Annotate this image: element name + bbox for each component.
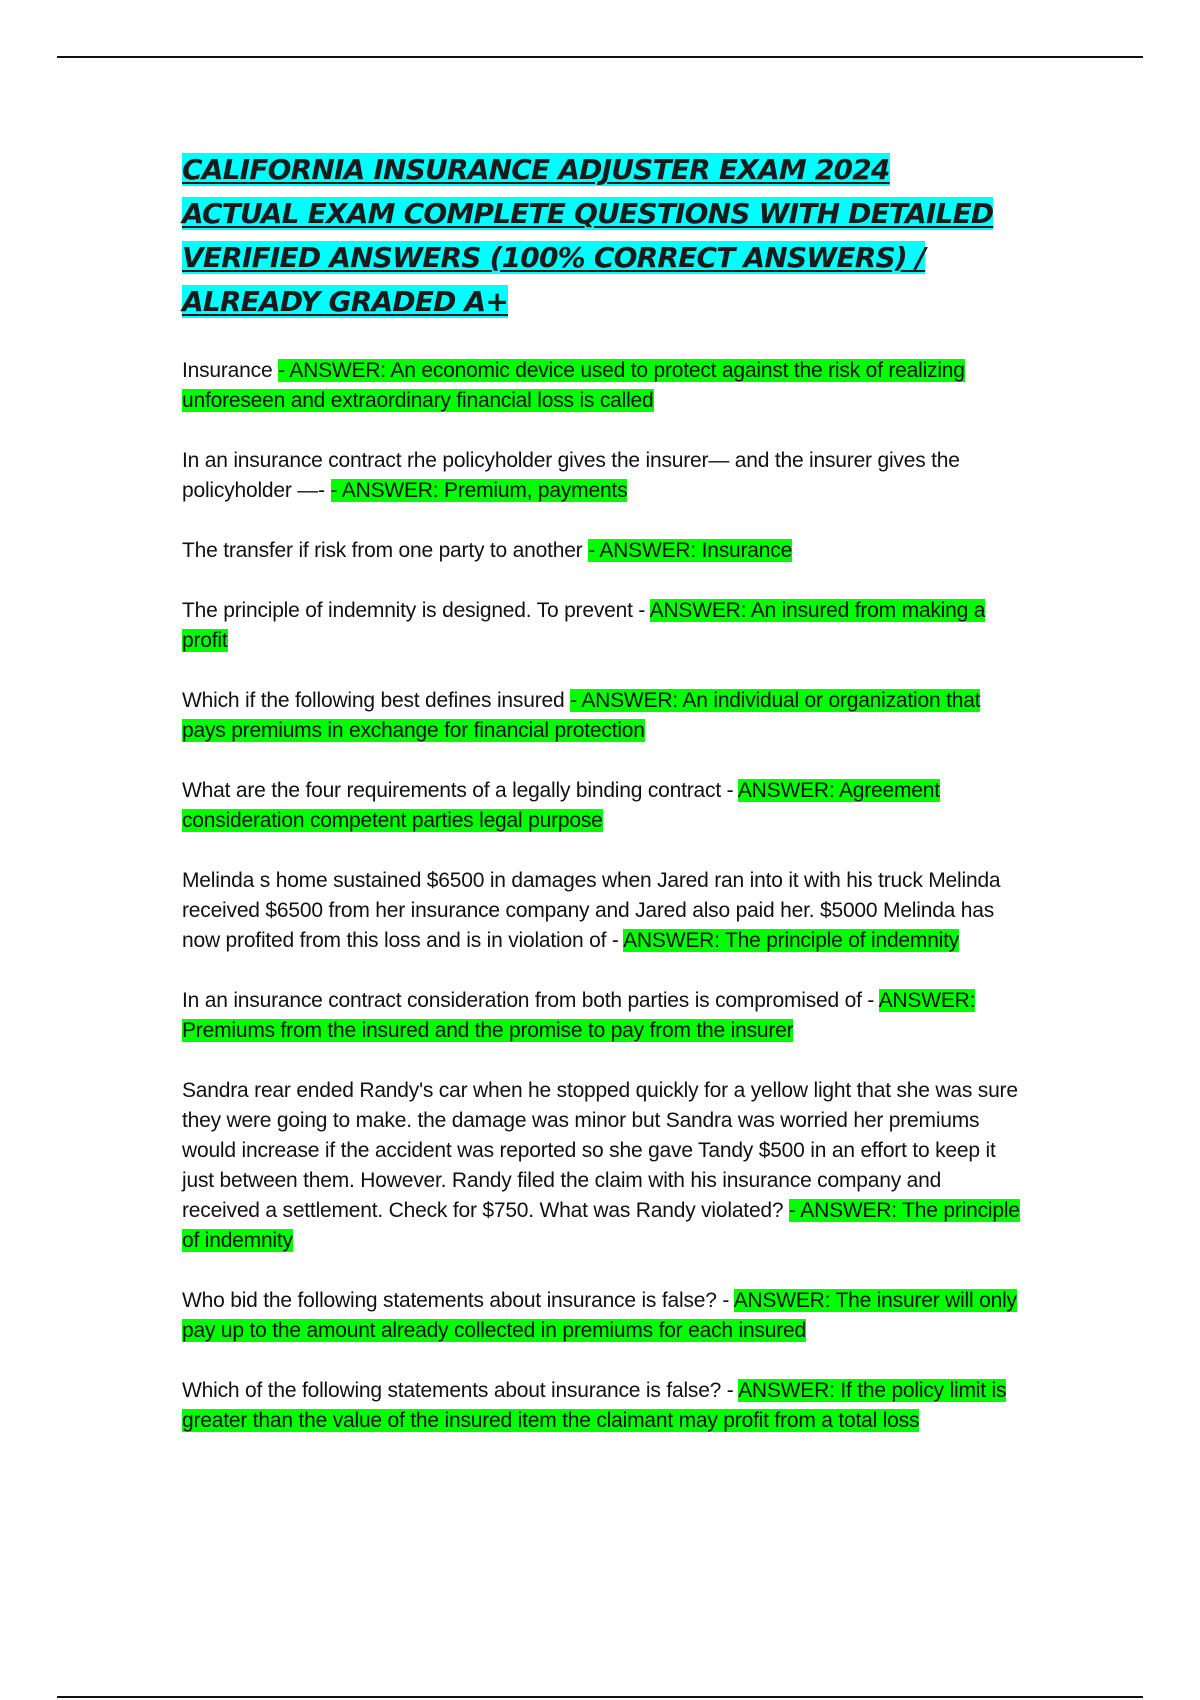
- question-text: Melinda s home sustained $6500 in damages when Jared ran into it with his truck Melinda received $6500 from her insurance company and Jared also paid her. $5000 Melinda has now profited from this loss and is in violation of -: [182, 869, 1001, 952]
- answer-text: ANSWER: The principle of indemnity: [623, 929, 960, 952]
- qa-item: [182, 1376, 1022, 1436]
- qa-item: [182, 446, 1022, 506]
- answer-text: ANSWER: Agreement consideration competent parties legal purpose: [182, 779, 940, 832]
- answer-text: ANSWER: The insurer will only pay up to the amount already collected in premiums for each insured: [182, 1289, 1017, 1342]
- question-text: In an insurance contract consideration from both parties is compromised of -: [182, 989, 879, 1012]
- answer-text: ANSWER: An insured from making a profit: [182, 599, 986, 652]
- question-text: What are the four requirements of a legally binding contract -: [182, 779, 738, 802]
- qa-item: [182, 536, 1022, 566]
- qa-item: [182, 1076, 1022, 1256]
- qa-item: [182, 776, 1022, 836]
- qa-item: [182, 866, 1022, 956]
- answer-text: - ANSWER: Premium, payments: [330, 479, 628, 502]
- question-text: In an insurance contract rhe policyholder gives the insurer— and the insurer gives the policyholder —-: [182, 449, 960, 502]
- question-text: Sandra rear ended Randy's car when he stopped quickly for a yellow light that she was sure they were going to make. the damage was minor but Sandra was worried her premiums would increase if the accident was reported so she gave Tandy $500 in an effort to keep it just between them. However. Randy filed the claim with his insurance company and received a settlement. Check for $750. What was Randy violated?: [182, 1079, 1018, 1222]
- question-text: Which if the following best defines insured: [182, 689, 571, 712]
- answer-text: - ANSWER: The principle of indemnity: [182, 1199, 1020, 1252]
- qa-item: [182, 686, 1022, 746]
- question-text: The transfer if risk from one party to another: [182, 539, 589, 562]
- answer-text: - ANSWER: An economic device used to protect against the risk of realizing unforeseen and extraordinary financial loss is called: [182, 359, 965, 412]
- question-text: Insurance: [182, 359, 279, 382]
- bottom-rule: [57, 1696, 1143, 1698]
- qa-item: [182, 596, 1022, 656]
- document-title: [182, 148, 1022, 324]
- answer-text: ANSWER: Premiums from the insured and the promise to pay from the insurer: [182, 989, 976, 1042]
- document-body: [182, 148, 1022, 1466]
- title-line: ALREADY GRADED A+: [182, 285, 509, 318]
- top-rule: [57, 56, 1143, 58]
- qa-item: [182, 1286, 1022, 1346]
- answer-text: - ANSWER: An individual or organization that pays premiums in exchange for financial protection: [182, 689, 981, 742]
- qa-item: [182, 356, 1022, 416]
- answer-text: - ANSWER: Insurance: [588, 539, 793, 562]
- title-line: ACTUAL EXAM COMPLETE QUESTIONS WITH DETAILED: [182, 197, 994, 230]
- question-text: Who bid the following statements about insurance is false? -: [182, 1289, 734, 1312]
- answer-text: ANSWER: If the policy limit is greater than the value of the insured item the claimant may profit from a total loss: [182, 1379, 1007, 1432]
- title-line: VERIFIED ANSWERS (100% CORRECT ANSWERS) /: [182, 241, 926, 274]
- title-line: CALIFORNIA INSURANCE ADJUSTER EXAM 2024: [182, 153, 890, 186]
- question-text: The principle of indemnity is designed. To prevent -: [182, 599, 650, 622]
- question-text: Which of the following statements about insurance is false? -: [182, 1379, 739, 1402]
- qa-item: [182, 986, 1022, 1046]
